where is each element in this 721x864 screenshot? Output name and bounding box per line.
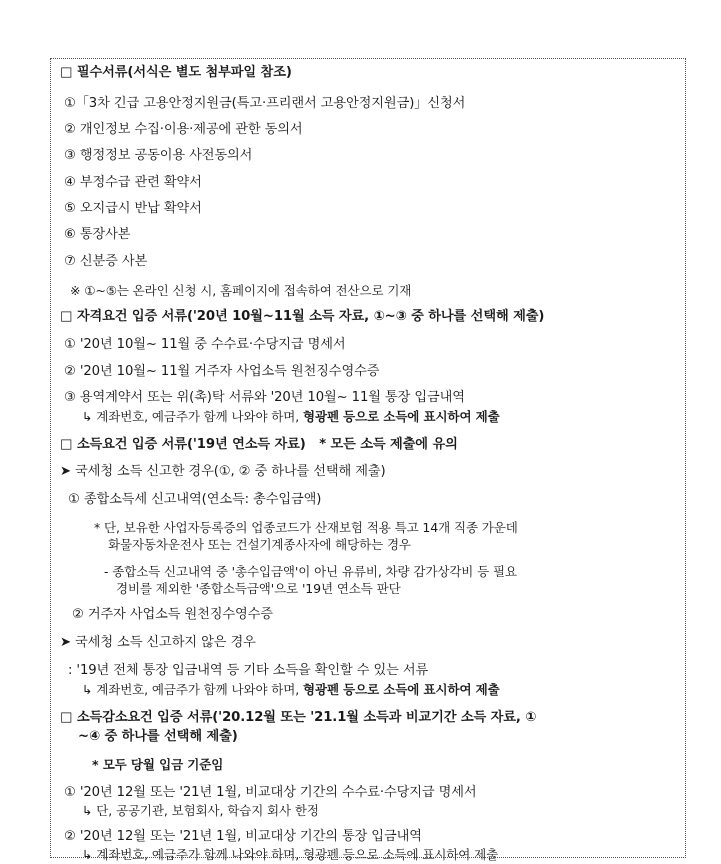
decrease-docs-heading: □ 소득감소요건 입증 서류('20.12월 또는 '21.1월 소득과 비교기간 소득 자료, ① <box>60 710 537 725</box>
list-item: ① '20년 12월 또는 '21년 1월, 비교대상 기간의 수수료·수당지급 명세서 <box>64 785 477 800</box>
list-item: ⑥ 통장사본 <box>64 227 131 242</box>
account-note <box>82 408 500 426</box>
case-not-reported-desc: : '19년 전체 통장 입금내역 등 기타 소득을 확인할 수 있는 서류 <box>68 663 429 678</box>
case-not-reported: ➤ 국세청 소득 신고하지 않은 경우 <box>60 635 256 650</box>
list-item: ① '20년 10월~ 11월 중 수수료·수당지급 명세서 <box>64 337 346 352</box>
highlight-note: 형광펜 등으로 소득에 표시하여 제출 <box>303 409 500 424</box>
case-reported: ➤ 국세청 소득 신고한 경우(①, ② 중 하나를 선택해 제출) <box>60 464 386 479</box>
online-note: ※ ①~⑤는 온라인 신청 시, 홈페이지에 접속하여 전산으로 기재 <box>70 283 412 298</box>
list-item: ④ 부정수급 관련 확약서 <box>64 175 202 190</box>
required-docs-heading: □ 필수서류(서식은 별도 첨부파일 참조) <box>60 65 292 80</box>
list-item: ⑤ 오지급시 반납 확약서 <box>64 201 202 216</box>
list-item-sub: ↳ 단, 공공기관, 보험회사, 학습지 회사 한정 <box>82 803 319 818</box>
account-note-text: ↳ 계좌번호, 예금주가 함께 나와야 하며, <box>82 409 303 424</box>
list-item: ② '20년 10월~ 11월 거주자 사업소득 원천징수영수증 <box>64 364 380 379</box>
list-item: ⑦ 신분증 사본 <box>64 254 148 269</box>
account-note <box>82 681 500 699</box>
eligibility-docs-heading: □ 자격요건 입증 서류('20년 10월~11월 소득 자료, ①~③ 중 하나를 선택해 제출) <box>60 309 545 324</box>
dash-note: - 종합소득 신고내역 중 '총수입금액'이 아닌 유류비, 차량 감가상각비 등 필요 <box>104 564 517 579</box>
account-note-text: ↳ 계좌번호, 예금주가 함께 나와야 하며, <box>82 682 303 697</box>
income-docs-heading-text: □ 소득요건 입증 서류('19년 연소득 자료) <box>60 437 306 452</box>
star-note: * 단, 보유한 사업자등록증의 업종코드가 산재보험 적용 특고 14개 직종 가운데 <box>94 520 518 535</box>
list-item: ③ 행정정보 공동이용 사전동의서 <box>64 148 253 163</box>
decrease-docs-heading-cont: ~④ 중 하나를 선택해 제출) <box>78 729 238 744</box>
star-note-cont: 화물자동차운전사 또는 건설기계종사자에 해당하는 경우 <box>108 537 411 552</box>
income-docs-heading <box>60 436 458 454</box>
list-item: ② '20년 12월 또는 '21년 1월, 비교대상 기간의 통장 입금내역 <box>64 829 422 844</box>
list-item-sub: ↳ 계좌번호, 예금주가 함께 나와야 하며, 형광펜 등으로 소득에 표시하여 제출 <box>82 847 499 862</box>
income-docs-note: * 모든 소득 제출에 유의 <box>319 437 458 452</box>
list-item: ② 거주자 사업소득 원천징수영수증 <box>72 607 273 622</box>
list-item: ③ 용역계약서 또는 위(촉)탁 서류와 '20년 10월~ 11월 통장 입금내역 <box>64 390 465 405</box>
dash-note-cont: 경비를 제외한 '종합소득금액'으로 '19년 연소득 판단 <box>116 581 401 596</box>
list-item: ① 종합소득세 신고내역(연소득: 총수입금액) <box>68 492 322 507</box>
list-item: ①「3차 긴급 고용안정지원금(특고·프리랜서 고용안정지원금)」신청서 <box>64 96 466 111</box>
highlight-note: 형광펜 등으로 소득에 표시하여 제출 <box>303 682 500 697</box>
list-item: ② 개인정보 수집·이용·제공에 관한 동의서 <box>64 122 303 137</box>
deposit-basis-note: * 모두 당월 입금 기준임 <box>92 757 224 772</box>
